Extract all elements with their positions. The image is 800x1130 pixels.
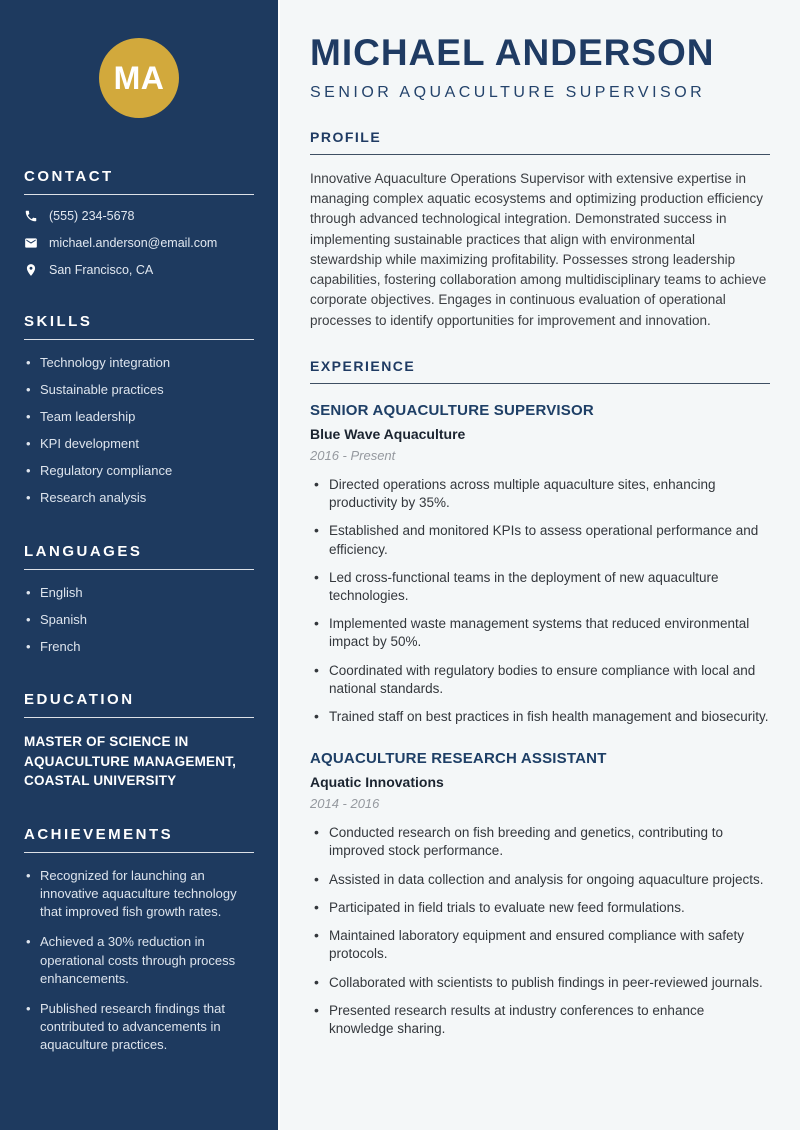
skill-item: • Team leadership: [24, 408, 254, 426]
job-entry: [310, 750, 770, 1038]
contact-row-phone: [24, 209, 254, 223]
avatar-initials: MA: [113, 59, 165, 96]
skills-list: [24, 354, 254, 507]
email-address: michael.anderson@email.com: [49, 236, 218, 250]
location-text: San Francisco, CA: [49, 263, 154, 277]
job-bullet: • Established and monitored KPIs to assess operational performance and efficiency.: [310, 522, 770, 558]
job-company: Aquatic Innovations: [310, 774, 444, 791]
experience-section-title: EXPERIENCE: [310, 358, 770, 384]
achievement-item: • Recognized for launching an innovative aquaculture technology that improved fish growth rates.: [24, 867, 254, 922]
education-section: [24, 691, 254, 789]
languages-section: [24, 543, 254, 656]
achievements-section-title: ACHIEVEMENTS: [24, 826, 254, 853]
contact-section: [24, 168, 254, 277]
job-bullet: • Implemented waste management systems that reduced environmental impact by 50%.: [310, 615, 770, 651]
skill-item: • Sustainable practices: [24, 381, 254, 399]
job-bullet: • Assisted in data collection and analysis for ongoing aquaculture projects.: [310, 871, 770, 889]
email-icon: [24, 236, 38, 250]
skills-section: [24, 313, 254, 507]
main-content: [280, 0, 800, 1130]
job-bullet: • Participated in field trials to evaluate new feed formulations.: [310, 899, 770, 917]
location-icon: [24, 263, 38, 277]
skill-item: • KPI development: [24, 435, 254, 453]
achievements-list: [24, 867, 254, 1055]
languages-section-title: LANGUAGES: [24, 543, 254, 570]
job-entry: [310, 402, 770, 726]
job-bullet-list: [310, 824, 770, 1038]
candidate-name: MICHAEL ANDERSON: [310, 32, 715, 73]
job-company: Blue Wave Aquaculture: [310, 425, 466, 442]
contact-row-email: [24, 236, 254, 250]
profile-section: [310, 129, 770, 331]
candidate-headline: SENIOR AQUACULTURE SUPERVISOR: [310, 83, 706, 101]
job-bullet: • Trained staff on best practices in fish health management and biosecurity.: [310, 708, 770, 726]
skill-item: • Regulatory compliance: [24, 462, 254, 480]
achievement-item: • Achieved a 30% reduction in operational costs through process enhancements.: [24, 933, 254, 988]
phone-icon: [24, 209, 38, 223]
language-item: • Spanish: [24, 611, 254, 629]
skill-item: • Technology integration: [24, 354, 254, 372]
achievements-section: [24, 826, 254, 1055]
profile-section-title: PROFILE: [310, 129, 770, 155]
job-title: SENIOR AQUACULTURE SUPERVISOR: [310, 401, 594, 419]
job-title: AQUACULTURE RESEARCH ASSISTANT: [310, 750, 607, 768]
skill-item: • Research analysis: [24, 489, 254, 507]
job-bullet: • Presented research results at industry conferences to enhance knowledge sharing.: [310, 1002, 770, 1038]
job-dates: 2014 - 2016: [310, 796, 380, 812]
job-bullet: • Maintained laboratory equipment and ensured compliance with safety protocols.: [310, 927, 770, 963]
language-item: • English: [24, 584, 254, 602]
sidebar: [0, 0, 280, 1130]
avatar: [99, 38, 179, 118]
job-dates: 2016 - Present: [310, 447, 396, 463]
job-bullet: • Collaborated with scientists to publish findings in peer-reviewed journals.: [310, 974, 770, 992]
contact-section-title: CONTACT: [24, 168, 254, 195]
job-bullet: • Led cross-functional teams in the deployment of new aquaculture technologies.: [310, 569, 770, 605]
achievement-item: • Published research findings that contributed to advancements in aquaculture practices.: [24, 1000, 254, 1055]
profile-text: Innovative Aquaculture Operations Supervisor with extensive expertise in managing complex aquatic ecosystems and optimizing production efficiency through advanced technological integration. Demonstrated success in implementing sustainable practices that align with environmental stewardship while maximizing profitability. Possesses strong leadership capabilities, fostering collaboration among multidisciplinary teams to achieve corporate objectives. Engages in continuous evaluation of operational processes to identify opportunities for improvement and innovation.: [310, 170, 767, 328]
job-bullet: • Directed operations across multiple aquaculture sites, enhancing productivity by 35%.: [310, 476, 770, 512]
experience-section: [310, 358, 770, 1038]
job-bullet-list: [310, 476, 770, 726]
phone-number: (555) 234-5678: [49, 209, 135, 223]
education-section-title: EDUCATION: [24, 691, 254, 718]
job-bullet: • Conducted research on fish breeding and genetics, contributing to improved stock performance.: [310, 824, 770, 860]
skills-section-title: SKILLS: [24, 313, 254, 340]
avatar-container: [24, 38, 254, 118]
contact-row-location: [24, 263, 254, 277]
job-bullet: • Coordinated with regulatory bodies to ensure compliance with local and national standards.: [310, 662, 770, 698]
degree-text: MASTER OF SCIENCE IN AQUACULTURE MANAGEMENT, COASTAL UNIVERSITY: [24, 734, 237, 788]
language-item: • French: [24, 638, 254, 656]
languages-list: [24, 584, 254, 656]
